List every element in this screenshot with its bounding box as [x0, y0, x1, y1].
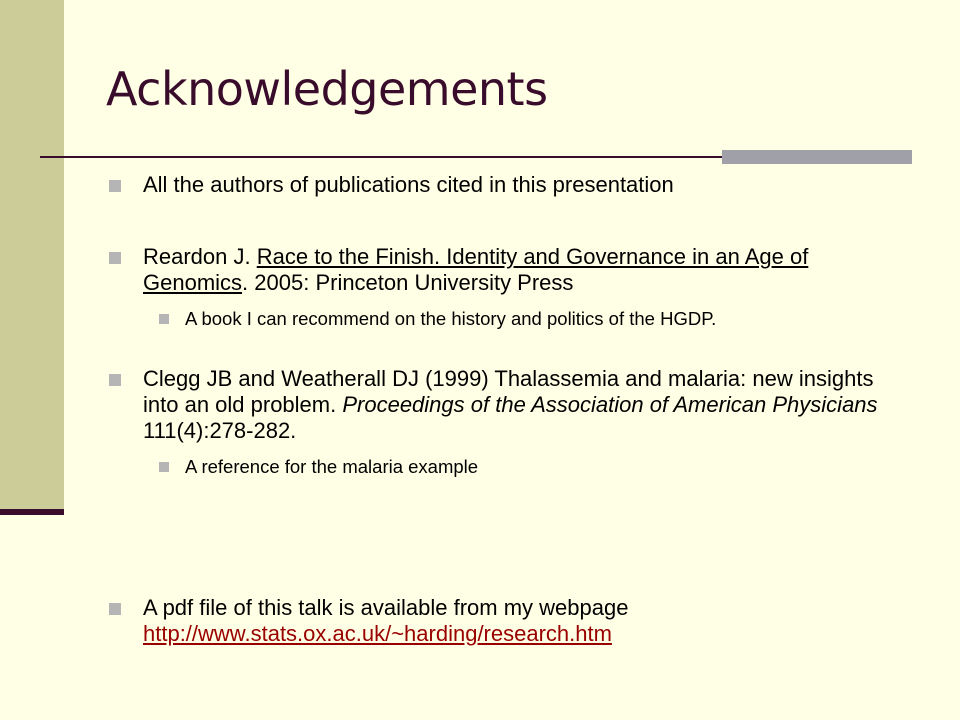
pdf-availability-text: A pdf file of this talk is available from my webpage: [143, 595, 629, 620]
sub-bullet-square-icon: [159, 462, 169, 472]
slide-title: Acknowledgements: [106, 62, 548, 116]
bullet-pdf: [143, 595, 903, 647]
reardon-author: Reardon J.: [143, 244, 257, 269]
title-divider-accent: [722, 150, 912, 164]
sub-bullet-clegg: [185, 456, 885, 478]
bullet-authors: [143, 172, 903, 198]
sub-bullet-reardon-text: A book I can recommend on the history and politics of the HGDP.: [185, 308, 717, 329]
bullet-square-icon: [109, 252, 121, 264]
bullet-square-icon: [109, 603, 121, 615]
sub-bullet-reardon: [185, 308, 885, 330]
bullet-authors-text: All the authors of publications cited in this presentation: [143, 172, 674, 197]
left-sidebar-decoration: [0, 0, 64, 510]
clegg-reference: Clegg JB and Weatherall DJ (1999) Thalassemia and malaria: new insights into an old problem.: [143, 366, 874, 417]
sub-bullet-square-icon: [159, 314, 169, 324]
bullet-reardon: [143, 244, 913, 296]
clegg-citation: 111(4):278-282.: [143, 418, 297, 443]
bullet-square-icon: [109, 374, 121, 386]
sub-bullet-clegg-text: A reference for the malaria example: [185, 456, 479, 477]
webpage-link[interactable]: http://www.stats.ox.ac.uk/~harding/research.htm: [143, 621, 612, 646]
reardon-publisher: . 2005: Princeton University Press: [242, 270, 574, 295]
clegg-journal: Proceedings of the Association of American Physicians: [342, 392, 878, 417]
bullet-square-icon: [109, 180, 121, 192]
sidebar-accent-bar: [0, 509, 64, 515]
reardon-book-title: Race to the Finish. Identity and Governance in an Age of Genomics: [143, 244, 809, 295]
bullet-clegg: [143, 366, 913, 444]
